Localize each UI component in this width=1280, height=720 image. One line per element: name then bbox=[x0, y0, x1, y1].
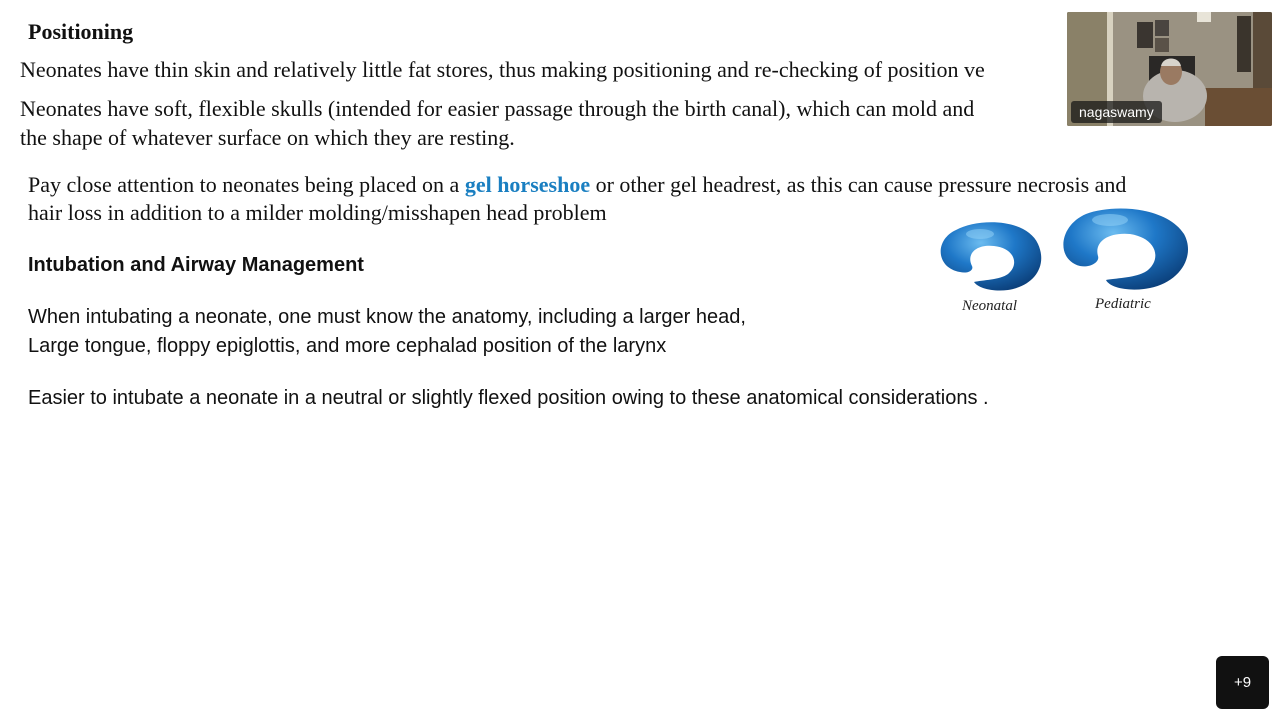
pediatric-caption: Pediatric bbox=[1095, 296, 1151, 312]
neonatal-horseshoe-icon bbox=[941, 222, 1042, 290]
participant-name-tag: nagaswamy bbox=[1071, 101, 1162, 123]
intubation-line-1: When intubating a neonate, one must know the anatomy, including a larger head, bbox=[28, 306, 746, 328]
participant-video-tile[interactable] bbox=[1067, 12, 1272, 126]
para3-text-pre: Pay close attention to neonates being placed on a bbox=[28, 172, 465, 197]
positioning-heading: Positioning bbox=[28, 19, 134, 44]
positioning-paragraph-3-line-2: hair loss in addition to a milder molding/misshapen head problem bbox=[28, 200, 607, 225]
gel-horseshoe-link[interactable]: gel horseshoe bbox=[464, 172, 591, 197]
para3-text-post: or other gel headrest, as this can cause pressure necrosis and bbox=[590, 172, 1127, 197]
pediatric-horseshoe-icon bbox=[1063, 209, 1188, 290]
intubation-line-2: Large tongue, floppy epiglottis, and more cephalad position of the larynx bbox=[28, 335, 667, 357]
positioning-paragraph-3-line-1 bbox=[28, 172, 1126, 198]
positioning-paragraph-2-line-1: Neonates have soft, flexible skulls (intended for easier passage through the birth canal), which can mold and bbox=[20, 96, 975, 121]
intubation-heading: Intubation and Airway Management bbox=[28, 254, 364, 276]
positioning-paragraph-1: Neonates have thin skin and relatively little fat stores, thus making positioning and re-checking of position ve bbox=[20, 57, 985, 82]
more-participants-button[interactable]: +9 bbox=[1216, 656, 1269, 709]
neonatal-caption: Neonatal bbox=[962, 298, 1017, 314]
gel-horseshoe-figure bbox=[930, 200, 1200, 325]
intubation-line-3: Easier to intubate a neonate in a neutral or slightly flexed position owing to these anatomical considerations . bbox=[28, 387, 989, 409]
positioning-paragraph-2-line-2: the shape of whatever surface on which they are resting. bbox=[20, 125, 515, 150]
